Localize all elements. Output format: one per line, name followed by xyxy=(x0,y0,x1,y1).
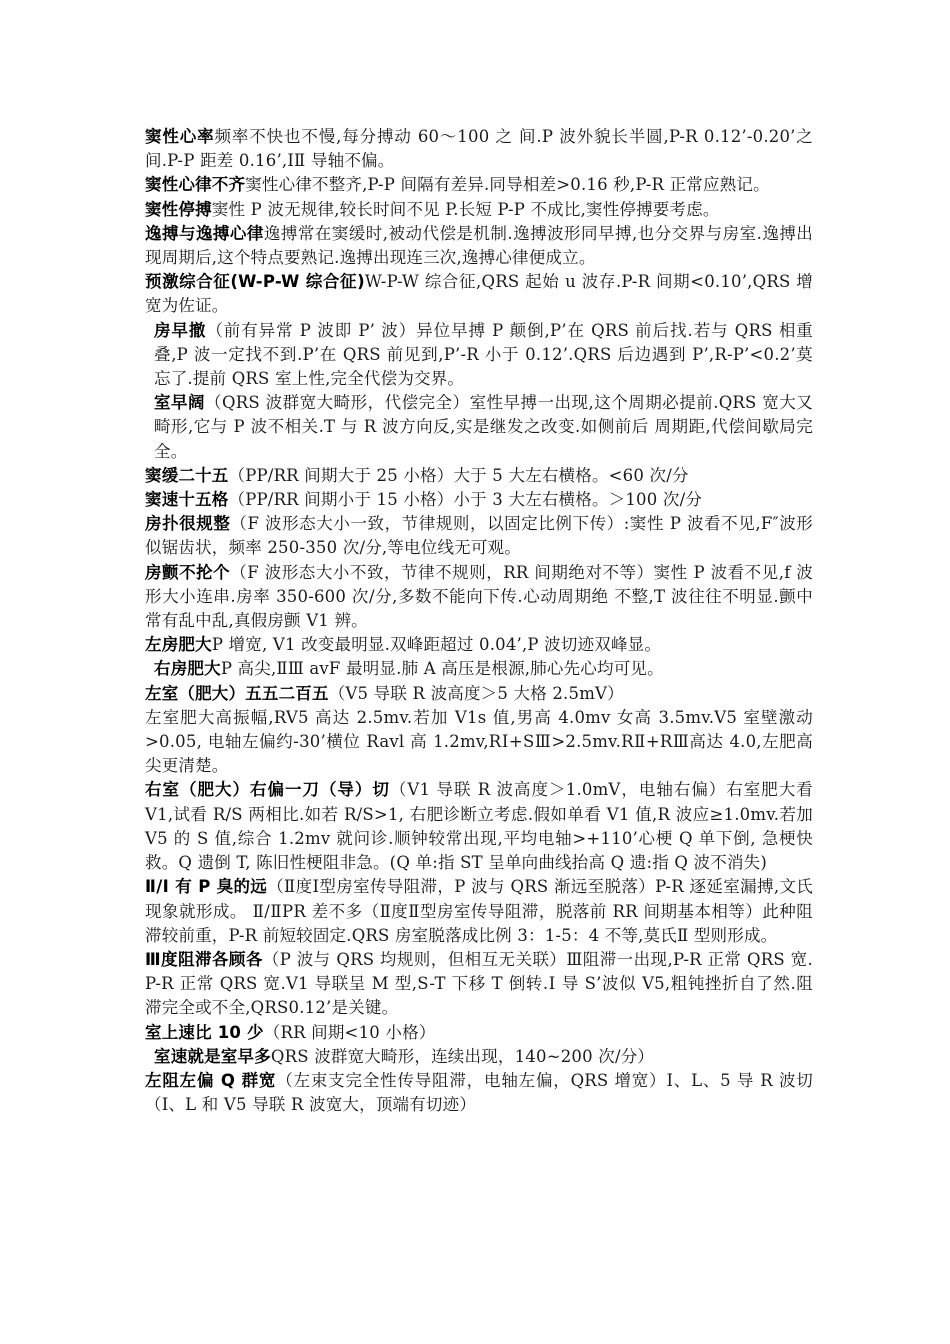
body-text: 窦性 P 波无规律,较长时间不见 P.长短 P-P 不成比,窦性停搏要考虑。 xyxy=(211,199,720,219)
paragraph-ventricular-premature xyxy=(145,391,813,464)
paragraph-ventricular-tachycardia xyxy=(145,1045,813,1069)
paragraph-sinus-arrest xyxy=(145,198,813,222)
body-text: 室性早搏一出现,这个周期必提前.QRS 宽大又畸形,它与 P 波不相关.T 与 R 波方向反,实是继发之改变.如侧前后 周期距,代偿间歇局完全。 xyxy=(154,393,813,461)
paragraph-left-bundle-branch-block xyxy=(145,1069,813,1117)
term: 窦性停搏 xyxy=(145,199,212,219)
ecg-mnemonic-text xyxy=(145,125,813,1117)
paragraph-right-atrial-enlargement xyxy=(145,657,813,681)
term: 房早撤 xyxy=(154,320,207,340)
body-text: 窦性心律不整齐,P-P 间隔有差异.同导相差>0.16 秒,P-R 正常应熟记。 xyxy=(245,175,770,195)
body-text: 逸搏常在窦缓时,被动代偿是机制.逸搏波形同早搏,也分交界与房室.逸搏出现周期后,这个特点要熟记.逸搏出现连三次,逸搏心律便成立。 xyxy=(145,223,813,268)
note: （Ⅱ度Ⅰ型房室传导阻滞，P 波与 QRS 渐远至脱落） xyxy=(267,877,656,897)
note: （QRS 波群宽大畸形，代偿完全） xyxy=(205,393,470,413)
paragraph-sinus-rhythm xyxy=(145,125,813,173)
note: （RR 间期<10 小格） xyxy=(263,1022,436,1042)
paragraph-left-atrial-enlargement xyxy=(145,633,813,657)
term: 逸搏与逸搏心律 xyxy=(145,223,264,243)
note: （PP/RR 间期大于 25 小格） xyxy=(228,465,454,485)
paragraph-atrial-fibrillation xyxy=(145,561,813,634)
note: （V5 导联 R 波高度＞5 大格 2.5mV） xyxy=(328,683,624,703)
body-text: 小于 3 大左右横格。＞100 次/分 xyxy=(453,490,703,510)
body-text: P 增宽, V1 改变最明显.双峰距超过 0.04’,P 波切迹双峰显。 xyxy=(211,635,662,655)
paragraph-sinus-tachycardia xyxy=(145,488,813,512)
body-text: :窦性 P 波看不见,F″波形似锯齿状，频率 250-350 次/分,等电位线无可观。 xyxy=(145,514,813,558)
body-text: QRS 波群宽大畸形，连续出现，140~200 次/分） xyxy=(270,1046,655,1066)
note: （F 波形态大小不致，节律不规则，RR 间期绝对不等） xyxy=(230,562,654,582)
term: 窦速十五格 xyxy=(145,490,229,510)
paragraph-atrial-flutter xyxy=(145,512,813,560)
term: 左室（肥大）五五二百五 xyxy=(145,683,329,703)
note: （左束支完全性传导阻滞，电轴左偏，QRS 增宽） xyxy=(276,1070,667,1090)
term: Ⅲ度阻滞各顾各 xyxy=(145,949,263,969)
term: 左房肥大 xyxy=(145,635,212,655)
term: 窦性心律不齐 xyxy=(145,175,246,195)
term: 房颤不抡个 xyxy=(145,562,231,582)
paragraph-second-degree-block xyxy=(145,875,813,948)
body-text: P-R 逐延室漏搏,文氏现象就形成。 Ⅱ/ⅡPR 差不多（Ⅱ度Ⅱ型房室传导阻滞，脱落前 RR 间期基本相等）此种阻滞较前重，P-R 前短较固定.QRS 房室脱落成比例 3：1-5：4 不等,莫氏Ⅱ 型则形成。 xyxy=(145,877,814,945)
term: 室速就是室早多 xyxy=(154,1046,271,1066)
paragraph-third-degree-block xyxy=(145,948,813,1021)
body-text: 窦性 P 波看不见,f 波形大小连串.房率 350-600 次/分,多数不能向下传.心动周期绝 不整,T 波往往不明显.颤中常有乱中乱,真假房颤 V1 辨。 xyxy=(145,562,813,631)
paragraph-right-ventricular-hypertrophy xyxy=(145,778,813,875)
paragraph-wpw xyxy=(145,270,813,318)
paragraph-escape-beat xyxy=(145,222,813,270)
note: （前有异常 P 波即 P’ 波） xyxy=(206,320,417,340)
term: 左阻左偏 Q 群宽 xyxy=(145,1070,277,1090)
paragraph-left-ventricular-hypertrophy xyxy=(145,682,813,779)
term: 室早阔 xyxy=(154,393,205,413)
body-text: 右室肥大看 V1,试看 R/S 两相比.如若 R/S>1, 右肥诊断立考虑.假如单看 V1 值,R 波应≥1.0mv.若加 V5 的 S 值,综合 1.2mv 就问诊.顺钟较常出现,平均电轴>+110’心梗 Q 单下倒, 急梗快救。Q 遗倒 T, 陈旧性梗阻非急。(Q 单:指 ST 呈单向曲线抬高 Q 遗:指 Q 波不消失) xyxy=(145,780,813,873)
paragraph-sinus-bradycardia xyxy=(145,464,813,488)
body-text: Ⅰ、L、5 导 R 波切（Ⅰ、L 和 V5 导联 R 波宽大，顶端有切迹） xyxy=(145,1070,813,1115)
note: （P 波与 QRS 均规则，但相互无关联） xyxy=(262,949,567,969)
note: （F 波形态大小一致，节律规则，以固定比例下传） xyxy=(230,514,624,534)
body-text: 异位早搏 P 颠倒,P’在 QRS 前后找.若与 QRS 相重叠,P 波一定找不到.P’在 QRS 前见到,P’-R 小于 0.12’.QRS 后边遇到 P’,R-P’<0.2’莫忘了.提前 QRS 室上性,完全代偿为交界。 xyxy=(154,320,813,389)
paragraph-atrial-premature xyxy=(145,319,813,392)
body-text: P 高尖,ⅡⅢ avF 最明显.肺 A 高压是根源,肺心先心均可见。 xyxy=(220,659,664,679)
note: （PP/RR 间期小于 15 小格） xyxy=(228,490,454,510)
term: 预激综合征(W-P-W 综合征) xyxy=(145,272,365,292)
term: 室上速比 10 少 xyxy=(145,1022,264,1042)
body-text: 大于 5 大左右横格。<60 次/分 xyxy=(453,465,689,485)
body-text: 左室肥大高振幅,RV5 高达 2.5mv.若加 V1s 值,男高 4.0mv 女高 3.5mv.V5 室壁激动>0.05, 电轴左偏约-30’横位 Ravl 高 1.2mv,RⅠ+SⅢ>2.5mv.RⅡ+RⅢ高达 4.0,左肥高尖更清楚。 xyxy=(145,707,813,776)
term: 窦性心率 xyxy=(145,127,215,146)
term: 房扑很规整 xyxy=(145,514,231,534)
body-text: W-P-W 综合征,QRS 起始 u 波存.P-R 间期<0.10’,QRS 增宽为佐证。 xyxy=(145,272,813,316)
paragraph-sinus-arrhythmia xyxy=(145,173,813,197)
term: 窦缓二十五 xyxy=(145,465,229,485)
term: 右室（肥大）右偏一刀（导）切 xyxy=(145,780,390,800)
paragraph-svt xyxy=(145,1021,813,1045)
term: 右房肥大 xyxy=(154,659,221,679)
note: （V1 导联 R 波高度＞1.0mV，电轴右偏） xyxy=(389,780,727,800)
term: Ⅱ/Ⅰ 有 P 臭的远 xyxy=(145,877,268,897)
body-text: 频率不快也不慢,每分搏动 60～100 之 间.P 波外貌长半圆,P-R 0.12’-0.20’之间.P-P 距差 0.16’,ⅠⅡ 导轴不偏。 xyxy=(145,127,813,171)
body-text: Ⅲ阻滞一出现,P-R 正常 QRS 宽. P-R 正常 QRS 宽.V1 导联呈 M 型,S-T 下移 T 倒转.Ⅰ 导 S’波似 V5,粗钝挫折自了然.阻滞完全或不全,QRS0.12’是关键。 xyxy=(145,949,813,1018)
